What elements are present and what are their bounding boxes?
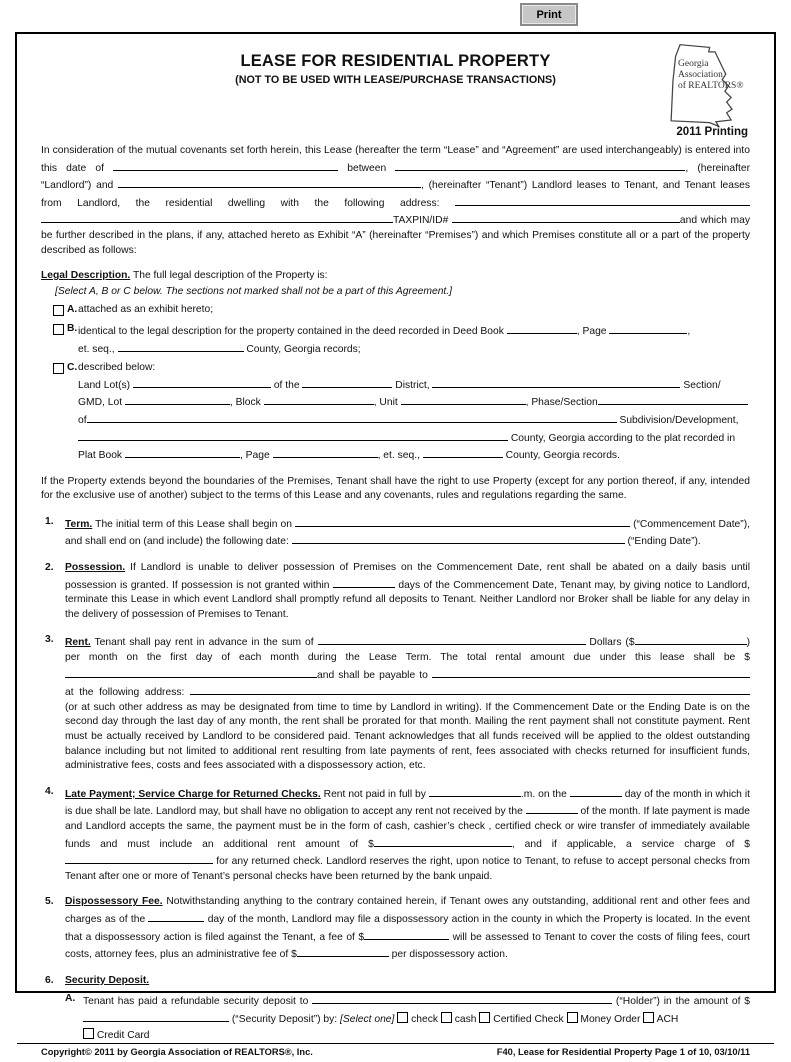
fill-in-blank: [65, 852, 213, 864]
section-number: 3.: [45, 634, 54, 646]
section-dispossessory-fee: [41, 895, 750, 962]
text-run: at the following address:: [65, 687, 190, 699]
text-run: , (hereinafter “Tenant”) Landlord leases to Tenant, and Tenant leases from Landlord, the residential dwelling with the following address:: [41, 180, 750, 209]
text-run: ,: [687, 325, 691, 337]
text-run: Plat Book: [78, 450, 125, 462]
text-run: In consideration of the mutual covenants set forth herein, this Lease (hereafter the term “Lease” and “Agreement” are used interchangeably) is entered into this date of: [41, 145, 750, 174]
fill-in-blank: [125, 446, 240, 458]
text-run: for any returned check. Landlord reserves the right, upon notice to Tenant, to refuse to accept personal checks from Tenant after one or more of Tenant’s personal checks have been returned by the bank unpaid.: [65, 856, 750, 882]
text-run: , and if applicable, a service charge of $: [511, 838, 751, 850]
checkbox: [53, 324, 64, 335]
security-deposit-item-a: [41, 992, 750, 1043]
text-run: County, Georgia according to the plat recorded in: [508, 432, 736, 444]
fill-in-blank: [429, 785, 521, 797]
checkbox: [83, 1028, 94, 1039]
text-run: Section/: [680, 379, 721, 391]
fill-in-blank: [148, 910, 204, 922]
fill-in-blank: [41, 211, 393, 223]
printing-year: 2011 Printing: [676, 126, 748, 138]
text-run: (“Holder”) in the amount of $: [612, 996, 750, 1008]
fill-in-blank: [423, 446, 503, 458]
section-rent: [41, 633, 750, 773]
text-run: , Page: [239, 450, 273, 462]
text-run: Tenant has paid a refundable security deposit to: [83, 996, 313, 1008]
text-run: .m. on the: [520, 788, 570, 800]
text-run: Certified Check: [490, 1013, 567, 1025]
section-number: 2.: [45, 562, 54, 574]
fill-in-blank: [65, 666, 317, 678]
text-run: The initial term of this Lease shall begin on: [92, 518, 296, 530]
text-run: Rent.: [65, 637, 91, 649]
legal-description-note: [41, 285, 750, 300]
text-run: of the month. If late payment is made and Landlord accepts the same, the payment must be in the form of cash, cashier’s check , certified check or wire transfer of immediately available funds and must include an additional rent amount of $: [65, 806, 750, 850]
text-run: Notwithstanding anything to the contrary contained herein, if Tenant owes any outstanding, additional rent and other fees and charges as of the: [65, 896, 750, 925]
footer-copyright: Copyright© 2011 by Georgia Association of REALTORS®, Inc.: [41, 1047, 313, 1058]
text-run: , Unit: [373, 397, 401, 409]
fill-in-blank: [455, 194, 750, 206]
text-run: between: [338, 162, 396, 174]
property-extends-paragraph: [41, 475, 750, 504]
text-run: ACH: [654, 1013, 679, 1025]
text-run: of: [78, 414, 87, 426]
fill-in-blank: [401, 393, 526, 405]
text-run: day of the month in which it is due shall be late. Landlord may, but shall have no obligation to accept any rent not received by the: [65, 788, 750, 818]
fill-in-blank: [273, 446, 378, 458]
page-title: LEASE FOR RESIDENTIAL PROPERTY: [240, 52, 551, 70]
legal-description-line-1: [41, 376, 750, 394]
text-run: The full legal description of the Property is:: [130, 270, 328, 282]
text-run: et. seq.,: [78, 343, 118, 355]
document-page: [15, 32, 776, 1058]
checkbox: [397, 1012, 408, 1023]
intro-paragraph: [41, 144, 750, 258]
text-run: and which may be further described in the plans, if any, attached hereto as Exhibit “A” (hereinafter “Premises”) and which Premises constitute all or a part of the property described as follows:: [41, 215, 750, 256]
checkbox: [53, 305, 64, 316]
document-header: [41, 42, 750, 142]
text-run: day of the month, Landlord may file a dispossessory action in the county in which the Property is located. In the event that a dispossessory action is filed against the Tenant, a fee of $: [65, 913, 750, 943]
text-run: Tenant shall pay rent in advance in the sum of: [90, 637, 318, 649]
text-run: (“Commencement Date”), and shall end on (and include) the following date:: [65, 518, 751, 548]
text-run: [Select A, B or C below. The sections not marked shall not be a part of this Agreement.]: [55, 285, 453, 297]
fill-in-blank: [83, 1010, 229, 1022]
text-run: If Landlord is unable to deliver possession of Premises on the Commencement Date, rent shall be abated on a daily basis until possession is granted. If possession is not granted within: [65, 562, 750, 591]
fill-in-blank: [113, 159, 338, 171]
text-run: [Select one]: [340, 1013, 395, 1025]
text-run: If the Property extends beyond the boundaries of the Premises, Tenant shall have the right to use Property (except for any portion thereof, if any, intended for the exclusive use of another) subject to the terms of this Lease and any covenants, rules and regulations regarding the same.: [41, 475, 750, 502]
document-footer: [17, 1043, 774, 1062]
text-run: , Phase/Section: [525, 397, 598, 409]
logo-line: Association: [678, 70, 723, 80]
fill-in-blank: [118, 176, 421, 188]
section-number: 5.: [45, 896, 54, 908]
print-button[interactable]: Print: [520, 3, 578, 26]
item-letter: C.: [67, 362, 78, 374]
text-run: Credit Card: [94, 1029, 150, 1041]
page-subtitle: (NOT TO BE USED WITH LEASE/PURCHASE TRANSACTIONS): [235, 74, 556, 86]
text-run: Dispossessory Fee.: [65, 896, 163, 908]
checkbox: [567, 1012, 578, 1023]
fill-in-blank: [292, 532, 625, 544]
text-run: attached as an exhibit hereto;: [78, 304, 214, 316]
fill-in-blank: [297, 945, 389, 957]
document-body: [41, 142, 750, 1043]
fill-in-blank: [302, 376, 392, 388]
item-letter: A.: [65, 993, 76, 1005]
section-number: 6.: [45, 974, 54, 986]
text-run: (or at such other address as may be designated from time to time by Landlord in writing). If the Commencement Date or the Ending Date is on the second day through the last day of any month, the rent shall be prorated for that month. Mailing the rent payment shall not constitute payment. Rent must be actually received by Landlord to be considered paid. Tenant acknowledges that all funds received will be applied to the oldest outstanding balance including but not limited to additional rent resulting from late payments of rent, fees associated with checks returned for insufficient funds, administrative fees, costs and fees associated with a dispossessory action, etc.: [65, 701, 750, 772]
checkbox: [441, 1012, 452, 1023]
legal-description-heading: [41, 269, 750, 284]
legal-option-b: [41, 322, 750, 357]
text-run: days of the Commencement Date, Tenant may, by giving notice to Landlord, terminate this Lease in which event Landlord shall promptly refund all deposits to Tenant. Neither Landlord nor Broker shall be liable for any delay in the delivery of possession of Premises to Tenant.: [65, 579, 750, 620]
logo-line: of REALTORS®: [678, 81, 744, 91]
text-run: check: [408, 1013, 441, 1025]
fill-in-blank: [87, 411, 617, 423]
checkbox: [53, 363, 64, 374]
text-run: Security Deposit.: [65, 974, 150, 986]
item-letter: B.: [67, 322, 78, 334]
text-run: of the: [270, 379, 303, 391]
section-late-payment: [41, 785, 750, 885]
fill-in-blank: [452, 211, 680, 223]
legal-description-line-2: [41, 393, 750, 411]
text-run: per dispossessory action.: [388, 949, 508, 961]
legal-description-line-5: [41, 446, 750, 464]
fill-in-blank: [333, 576, 395, 588]
fill-in-blank: [264, 393, 374, 405]
text-run: District,: [392, 379, 433, 391]
section-number: 1.: [45, 515, 54, 527]
text-run: and shall be payable to: [317, 669, 432, 681]
legal-description-line-3: [41, 411, 750, 429]
legal-option-c: [41, 361, 750, 376]
fill-in-blank: [374, 835, 512, 847]
text-run: TAXPIN/ID#: [393, 215, 452, 227]
text-run: County, Georgia records;: [243, 343, 361, 355]
fill-in-blank: [364, 928, 449, 940]
fill-in-blank: [78, 429, 508, 441]
text-run: ) per month on the first day of each month during the Lease Term. The total rental amount due under this lease shall be $: [65, 637, 750, 664]
fill-in-blank: [295, 515, 630, 527]
logo-line: Georgia: [678, 59, 709, 69]
text-run: GMD, Lot: [78, 397, 125, 409]
section-number: 4.: [45, 785, 54, 797]
item-letter: A.: [67, 304, 78, 316]
fill-in-blank: [312, 992, 612, 1004]
text-run: Rent not paid in full by: [320, 788, 429, 800]
fill-in-blank: [395, 159, 685, 171]
text-run: Subdivision/Development,: [616, 414, 739, 426]
text-run: Possession.: [65, 562, 126, 574]
text-run: cash: [451, 1013, 480, 1025]
fill-in-blank: [190, 683, 750, 695]
text-run: (“Ending Date”).: [624, 536, 701, 548]
section-term: [41, 515, 750, 550]
fill-in-blank: [318, 633, 586, 645]
text-run: , Block: [229, 397, 264, 409]
checkbox: [479, 1012, 490, 1023]
legal-option-a: [41, 303, 750, 318]
gar-logo-text: [678, 59, 744, 92]
text-run: identical to the legal description for the property contained in the deed recorded in Deed Book: [78, 325, 507, 337]
text-run: , Page: [576, 325, 610, 337]
text-run: (“Security Deposit”) by:: [229, 1013, 341, 1025]
fill-in-blank: [526, 802, 578, 814]
text-run: , et. seq.,: [377, 450, 423, 462]
text-run: Dollars ($: [585, 637, 635, 649]
text-run: Land Lot(s): [78, 379, 133, 391]
checkbox: [643, 1012, 654, 1023]
text-run: Money Order: [577, 1013, 644, 1025]
text-run: Late Payment; Service Charge for Returned Checks.: [65, 788, 321, 800]
fill-in-blank: [133, 376, 271, 388]
fill-in-blank: [432, 666, 750, 678]
fill-in-blank: [570, 785, 622, 797]
text-run: County, Georgia records.: [502, 450, 620, 462]
text-run: will be assessed to Tenant to cover the costs of filing fees, court costs, attorney fees, plus an administrative fee of $: [65, 931, 750, 961]
text-run: Term.: [65, 518, 93, 530]
text-run: Legal Description.: [41, 270, 131, 282]
footer-form-id: F40, Lease for Residential Property Page 1 of 10, 03/10/11: [496, 1047, 750, 1058]
fill-in-blank: [507, 322, 577, 334]
section-possession: [41, 561, 750, 622]
section-security-deposit: [41, 974, 750, 989]
fill-in-blank: [609, 322, 687, 334]
fill-in-blank: [118, 340, 244, 352]
text-run: , (hereinafter “Landlord”) and: [41, 162, 750, 192]
fill-in-blank: [432, 376, 680, 388]
fill-in-blank: [635, 633, 747, 645]
legal-description-line-4: [41, 429, 750, 447]
text-run: described below:: [78, 362, 156, 374]
fill-in-blank: [125, 393, 230, 405]
fill-in-blank: [598, 393, 748, 405]
